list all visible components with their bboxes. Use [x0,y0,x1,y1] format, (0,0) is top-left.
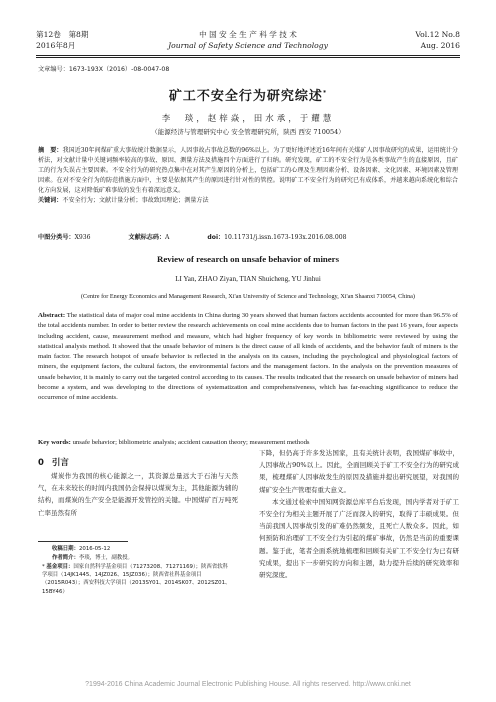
copyright-footer: ?1994-2016 China Academic Journal Electronic Publishing House. All rights reserved. http://www.cnki.net [85,681,411,688]
header-rule-bottom [36,57,460,58]
received-date: 2016-05-12 [78,546,111,552]
footnote-received [52,545,232,553]
title-fund-mark: * [322,89,328,97]
keywords-cn-text: 不安全行为；文献计量分析；事故致因理论；测量方法 [62,197,209,204]
abstract-cn [38,146,458,206]
journal-name-cn: 中 国 安 全 生 产 科 学 技 术 [199,30,297,39]
body-paragraph: 煤炭作为我国的核心能源之一，其资源总量远大于石油与天然气，在未来较长的时间内我国仍会保持以煤炭为主，其他能源为辅的结构，而煤炭的生产安全是能源开发管控的关键。中国煤矿百万吨死亡率虽然有所 [38,472,238,517]
clc-code [38,234,109,241]
section-number: 0 [38,458,44,468]
author-bio: 李琰，博士，副教授。 [78,555,133,561]
doi[interactable] [207,234,364,241]
doi-label: doi： [207,234,225,241]
body-column-right [259,447,459,581]
affiliation-cn: （能源经济与管理研究中心 安全管理研究所，陕西 西安 710054） [151,128,345,136]
volume-issue-en: Vol.12 No.8 [415,30,460,39]
section-title: 引言 [51,458,69,468]
doc-value: A [165,234,170,241]
authors-cn: 李 琰，赵梓焱，田水承，于耀慧 [161,114,335,124]
running-header [36,29,460,53]
footnote-author [52,554,232,562]
clc-value: X936 [74,234,91,241]
clc-label: 中图分类号： [38,234,75,241]
article-title-en: Review of research on unsafe behavior of miners [156,254,340,264]
authors-en: LI Yan, ZHAO Ziyan, TIAN Shuicheng, YU Jinhui [175,275,321,283]
keywords-en [38,439,458,446]
date-cn: 2016年8月 [36,41,76,50]
body-column-left [38,470,238,519]
header-right [415,29,460,51]
keywords-en-label: Key words: [38,439,71,446]
doi-value: 10.11731/j.issn.1673-193x.2016.08.008 [224,234,347,241]
fund-mark: * [42,564,45,570]
article-number: 文章编号：1673-193X（2016）-08-0047-08 [38,66,170,73]
doc-label: 文献标志码： [128,234,166,241]
article-title-cn [0,85,496,104]
keywords-en-text: unsafe behavior; bibliometric analysis; accident causation theory; measurement methods [72,439,310,446]
header-center [36,29,460,51]
document-code [128,234,187,241]
body-paragraph: 下降，但仍高于许多发达国家，且有关统计表明，我国煤矿事故中，人因事故占90%以上。因此，全面回顾关于矿工不安全行为的研究成果，梳理煤矿人因事故发生的原因及措施并提出研究展望，对我国的煤矿安全生产管理有重大意义。 [259,449,459,494]
classification-row [38,232,383,241]
date-en: Aug. 2016 [420,41,460,50]
abstract-cn-label: 摘 要： [38,147,63,154]
received-label: 收稿日期： [52,546,79,552]
affiliation-en: (Centre for Energy Economics and Management Research, Xi'an University of Science and Technology, Xi'an Shaanxi 710054, China) [81,293,415,300]
abstract-en [38,311,458,404]
footnote-fund [42,563,232,596]
fund-text: 国家自然科学基金项目（71273208、71271169）；陕西省软科学项目（14JK1445、14JZ026、15JZ036）；陕西省社科基金项目（2015R043）；西安科技大学项目（2013SY01、2014SK07、2012SZ01、15BY46） [42,564,231,595]
body-paragraph: 本文通过检索中国知网资源总库平台后发现，国内学者对于矿工不安全行为相关主题开展了广泛而深入的研究，取得了丰硕成果。但当前我国人因事故引发的矿难仍然频发，且死亡人数众多。因此，如何预防和治理矿工不安全行为引起的煤矿事故，仍然是当前的重要课题。鉴于此，笔者全面系统地梳理和回顾有关矿工不安全行为已有研究成果，提出下一步研究的方向和主题，助力提升后续的研究效率和研究深度。 [259,497,459,580]
fund-label: 基金项目： [46,564,74,570]
keywords-cn-label: 关键词： [38,197,63,204]
section-heading-introduction [38,456,69,468]
abstract-en-text: The statistical data of major coal mine accidents in China during 30 years showed that human factors accidents accounted for more than 96.5% of the total accidents number. In order to better review the research achievements on coal mine accidents due to human factors in the past 16 years, four aspects including accident, cause, measurement method and measure, which had higher frequency of key words in bibliometric were reviewed by using the statistical analysis method. It showed that the unsafe behavior of miners is the direct cause of all kinds of accidents, and the behavior fault of miners is the main factor. The research hotspot of unsafe behavior is reflected in the analysis on its causes, including the psychological and physiological factors of miners, the equipment factors, the cultural factors, the environmental factors and the management factors. In the analysis on the prevention measures of unsafe behavior, it is mainly to carry out the targeted control according to its causes. The results indicated that the research on unsafe behavior of miners had become a system, and was developing to the directions of systematization and comprehensiveness, which has far-reaching significance to reduce the occurrence of mine accidents. [38,312,458,402]
footnote-rule [38,541,128,542]
abstract-cn-text: 我国近30年间煤矿重大事故统计数据显示，人因事故占事故总数的96%以上。为了更好地评述近16年间有关煤矿人因事故研究的成果，运用统计分析法，对文献计量中关键词频率较高的事故、原因、测量方法及措施四个方面进行了归纳。研究发现，矿工的不安全行为是各类事故产生的直接原因，且矿工的行为失误占主要因素。不安全行为的研究热点集中在对其产生原因的分析上，包括矿工的心理及生理因素分析、设备因素、文化因素、环境因素及管理因素。在对不安全行为的防范措施方面中，主要是依据其产生的原因进行针对性的管控。说明矿工不安全行为的研究已有成体系，并越来越向系统化和综合化方向发展，这对降低矿难事故的发生有着深远意义。 [38,147,458,194]
volume-issue-cn: 第12卷 第8期 [36,30,89,39]
title-cn-text: 矿工不安全行为研究综述 [168,89,323,104]
author-bio-label: 作者简介： [52,555,79,561]
journal-name-en: Journal of Safety Science and Technology [168,41,328,50]
abstract-en-label: Abstract: [38,312,66,319]
header-rule-top [36,55,460,56]
